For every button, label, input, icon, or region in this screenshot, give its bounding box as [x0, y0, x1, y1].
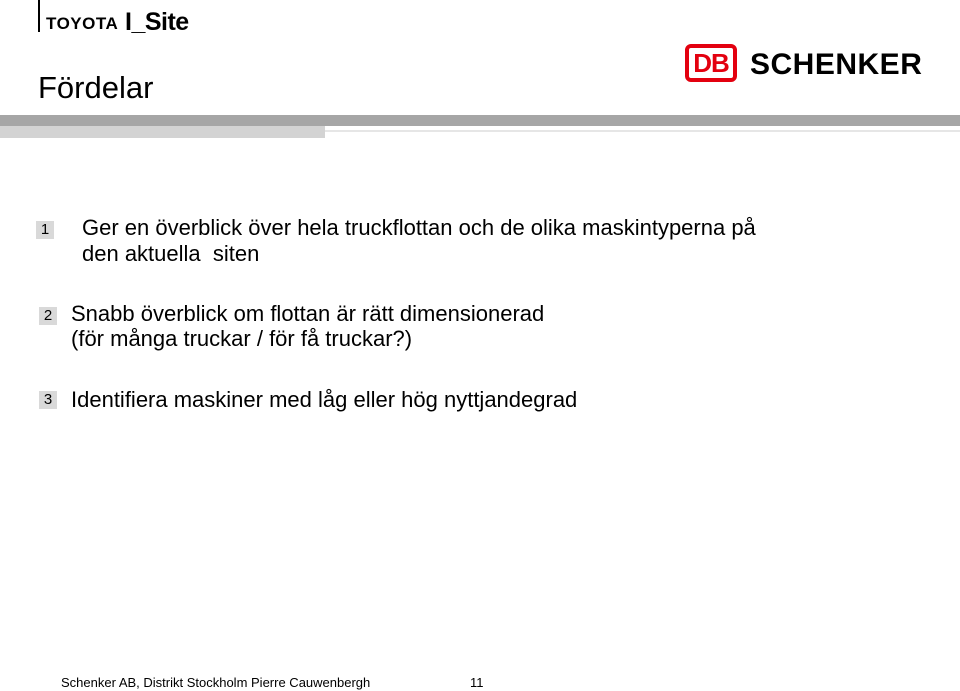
toyota-isite-logo: [0, 0, 220, 40]
db-logo-text: DB: [693, 48, 729, 78]
isite-logo-text: I_Site: [125, 8, 189, 36]
item-number-badge: 3: [39, 391, 57, 409]
header-band-accent: [0, 126, 325, 138]
slide-title: Fördelar: [38, 70, 154, 105]
item-text-line: Ger en överblick över hela truckflottan och de olika maskintyperna på: [82, 215, 756, 240]
item-text-line: (för många truckar / för få truckar?): [71, 326, 413, 351]
db-logo: [685, 44, 737, 82]
item-text-line: den aktuella siten: [82, 241, 260, 266]
header-band-line: [325, 130, 960, 132]
logo-divider: [38, 0, 40, 32]
item-text-line: Snabb överblick om flottan är rätt dimensionerad: [71, 301, 545, 326]
item-number-badge: 2: [39, 307, 57, 325]
header-band: [0, 115, 960, 126]
schenker-logo-text: SCHENKER: [750, 48, 923, 81]
toyota-logo-text: TOYOTA: [46, 14, 119, 33]
footer-text: Schenker AB, Distrikt Stockholm Pierre Cauwenbergh: [61, 675, 371, 690]
item-text-line: Identifiera maskiner med låg eller hög nyttjandegrad: [71, 387, 578, 412]
item-number-badge: 1: [36, 221, 54, 239]
page-number: 11: [470, 675, 484, 690]
